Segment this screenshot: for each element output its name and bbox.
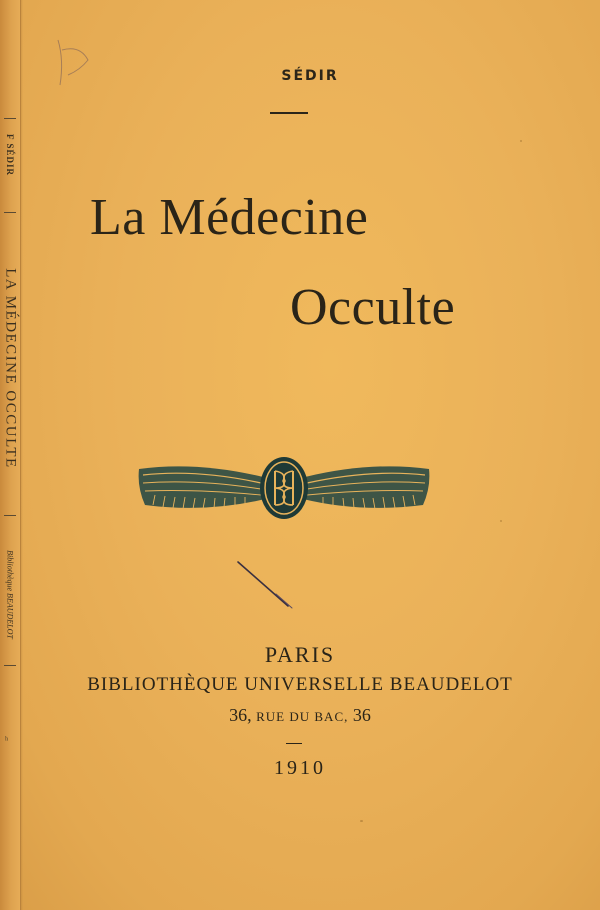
spine-divider — [4, 212, 16, 213]
paper-speck — [360, 820, 363, 822]
left-wing-icon — [139, 466, 265, 509]
cover-title-line2: Occulte — [290, 279, 456, 336]
address-number: 36, — [229, 705, 252, 725]
monogram-disc-icon — [260, 457, 308, 519]
spine-pencil-mark: ʰ — [5, 735, 9, 746]
imprint-rule — [286, 743, 302, 744]
spine-title: LA MÉDECINE OCCULTE — [2, 268, 19, 469]
pen-scratch-mark — [236, 560, 296, 610]
cover-author: SÉDIR — [281, 68, 339, 84]
address-number: 36 — [352, 705, 371, 725]
imprint-publisher: BIBLIOTHÈQUE UNIVERSELLE BEAUDELOT — [87, 674, 513, 695]
spine-divider — [4, 515, 16, 516]
paper-speck — [420, 300, 422, 302]
paper-speck — [520, 140, 522, 142]
right-wing-icon — [303, 466, 429, 509]
spine-divider — [4, 665, 16, 666]
spine-author: F SÉDIR — [5, 134, 15, 176]
winged-emblem-logo — [137, 455, 431, 521]
address-street: RUE DU BAC, — [256, 709, 349, 724]
imprint-year: 1910 — [274, 757, 326, 779]
spine-divider — [4, 118, 16, 119]
paper-speck — [500, 520, 502, 522]
author-rule — [270, 112, 308, 114]
imprint-address — [20, 705, 580, 726]
imprint-city: PARIS — [264, 642, 336, 667]
cover-title-line1: La Médecine — [90, 189, 369, 246]
spine-publisher: Bibliothèque BEAUDELOT — [5, 550, 15, 639]
